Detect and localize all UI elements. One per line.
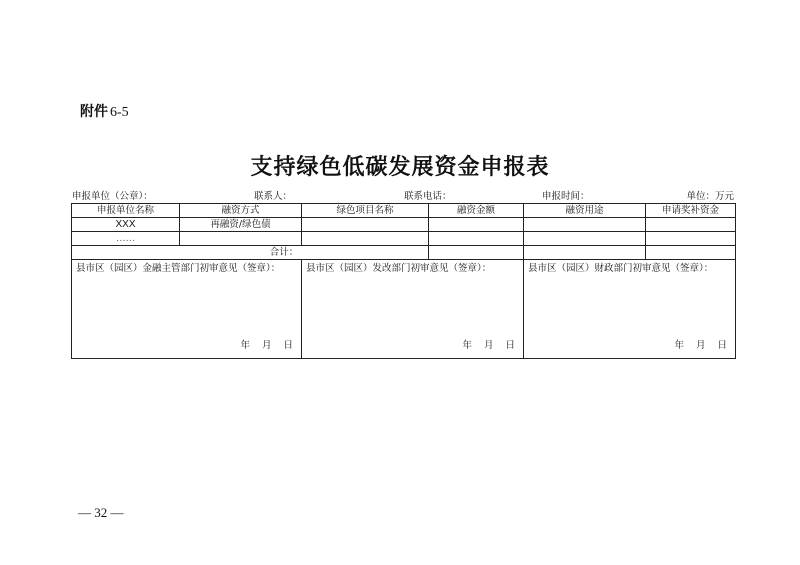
total-subsidy-cell[interactable] bbox=[646, 246, 736, 260]
table-row bbox=[72, 218, 736, 232]
review-development-dept[interactable] bbox=[302, 260, 524, 359]
cell-subsidy-requested[interactable] bbox=[646, 232, 736, 246]
review-finance-date: 年 月 日 bbox=[240, 340, 293, 351]
cell-subsidy-requested[interactable] bbox=[646, 218, 736, 232]
cell-financing-amount[interactable] bbox=[429, 218, 524, 232]
total-row bbox=[72, 246, 736, 260]
currency-unit-label: 单位：万元 bbox=[686, 191, 734, 202]
table-header-row bbox=[72, 204, 736, 218]
cell-financing-method[interactable]: 再融资/绿色债 bbox=[180, 218, 302, 232]
attachment-prefix: 附件 bbox=[80, 104, 108, 120]
review-finance-label: 县市区（园区）金融主管部门初审意见（签章）： bbox=[76, 263, 281, 274]
review-finance-dept[interactable] bbox=[72, 260, 302, 359]
cell-green-project[interactable] bbox=[302, 232, 429, 246]
total-amount-cell[interactable] bbox=[429, 246, 524, 260]
table-row bbox=[72, 232, 736, 246]
header-financing-usage: 融资用途 bbox=[524, 204, 646, 218]
review-treasury-label: 县市区（园区）财政部门初审意见（签章）： bbox=[528, 263, 714, 274]
cell-financing-usage[interactable] bbox=[524, 232, 646, 246]
header-financing-method: 融资方式 bbox=[180, 204, 302, 218]
header-applicant-unit: 申报单位名称 bbox=[72, 204, 180, 218]
contact-person-label: 联系人： bbox=[254, 191, 293, 202]
header-subsidy-requested: 申请奖补资金 bbox=[646, 204, 736, 218]
total-label: 合计： bbox=[72, 246, 429, 260]
cell-applicant-unit[interactable]: XXX bbox=[72, 218, 180, 232]
review-treasury-dept[interactable] bbox=[524, 260, 736, 359]
application-time-label: 申报时间： bbox=[542, 191, 590, 202]
form-meta-row bbox=[72, 188, 734, 202]
review-development-label: 县市区（园区）发改部门初审意见（签章）： bbox=[306, 263, 492, 274]
page-number: — 32 — bbox=[78, 505, 124, 520]
applicant-unit-label: 申报单位（公章）： bbox=[72, 191, 153, 202]
review-development-date: 年 月 日 bbox=[462, 340, 515, 351]
form-title: 支持绿色低碳发展资金申报表 bbox=[250, 154, 550, 180]
cell-financing-method[interactable] bbox=[180, 232, 302, 246]
total-usage-cell[interactable] bbox=[524, 246, 646, 260]
attachment-number: 6-5 bbox=[110, 105, 129, 120]
attachment-label bbox=[80, 101, 129, 121]
contact-phone-label: 联系电话： bbox=[404, 191, 452, 202]
cell-financing-amount[interactable] bbox=[429, 232, 524, 246]
cell-financing-usage[interactable] bbox=[524, 218, 646, 232]
header-green-project: 绿色项目名称 bbox=[302, 204, 429, 218]
application-table bbox=[71, 203, 736, 359]
cell-green-project[interactable] bbox=[302, 218, 429, 232]
header-financing-amount: 融资金额 bbox=[429, 204, 524, 218]
cell-applicant-unit[interactable]: …… bbox=[72, 232, 180, 246]
review-treasury-date: 年 月 日 bbox=[674, 340, 727, 351]
review-row bbox=[72, 260, 736, 359]
